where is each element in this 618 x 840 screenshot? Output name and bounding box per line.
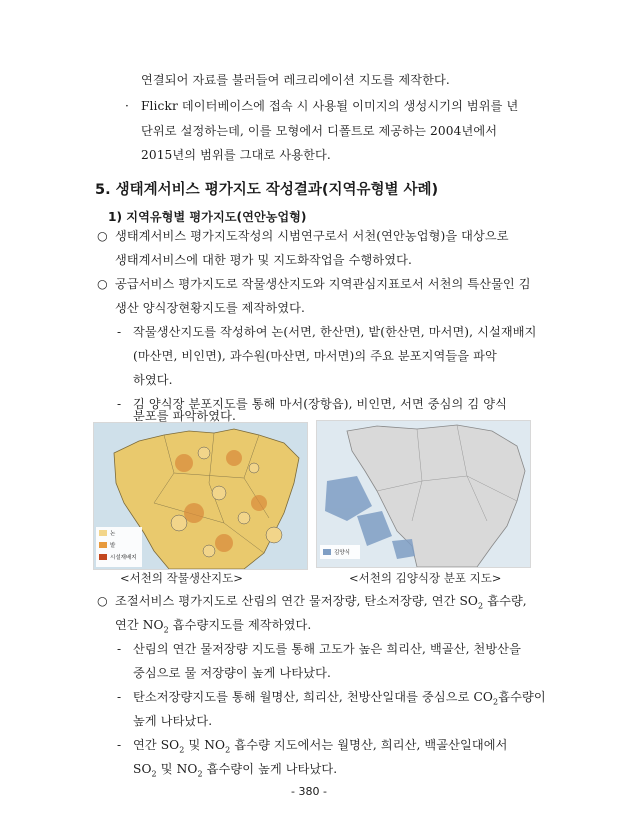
text-part: 및 NO — [156, 762, 198, 776]
legend-swatch-field — [99, 542, 107, 548]
text-part: 연간 NO — [115, 618, 164, 632]
dash-mark: - — [117, 642, 122, 656]
dash-mark: - — [117, 325, 122, 339]
text-part: 흡수량 지도에서는 월명산, 희리산, 백골산일대에서 — [230, 738, 508, 752]
circle-bullet: ○ — [97, 229, 108, 243]
paragraph-line — [115, 617, 311, 638]
text-part: 및 NO — [184, 738, 226, 752]
text-line: 2015년의 범위를 그대로 사용한다. — [141, 148, 331, 162]
subsection-title: 1) 지역유형별 평가지도(연안농업형) — [108, 210, 307, 224]
subscript: 2 — [151, 769, 157, 779]
bullet-text: Flickr 데이터베이스에 접속 시 사용될 이미지의 생성시기의 범위를 년 — [141, 99, 519, 113]
text-line: 연결되어 자료를 불러들여 레크리에이션 지도를 제작한다. — [141, 73, 450, 87]
text-part: 연간 SO — [133, 738, 180, 752]
subscript: 2 — [225, 745, 231, 755]
text-part: 분포를 파악하였다. — [133, 409, 236, 423]
legend-swatch-paddy — [99, 530, 107, 536]
dash-item — [117, 324, 536, 340]
subscript: 2 — [163, 625, 169, 635]
paragraph-line — [97, 228, 509, 244]
right-map-caption: <서천의 김양식장 분포 지도> — [349, 571, 502, 585]
crop-production-map — [93, 422, 308, 570]
paragraph-line — [97, 276, 531, 292]
dash-mark: - — [117, 690, 122, 704]
section-title: 5. 생태계서비스 평가지도 작성결과(지역유형별 사례) — [95, 182, 439, 198]
paragraph-text: 공급서비스 평가지도로 작물생산지도와 지역관심지표로서 서천의 특산물인 김 — [115, 277, 531, 291]
paragraph-line: 생산 양식장현황지도를 제작하였다. — [115, 301, 306, 315]
bullet-item — [125, 98, 518, 114]
bullet-mark: · — [125, 99, 129, 113]
text-part: 탄소저장량지도를 통해 월명산, 희리산, 천방산일대를 중심으로 CO — [133, 690, 494, 704]
left-map-caption: <서천의 작물생산지도> — [120, 571, 243, 585]
dash-text-line — [133, 408, 236, 424]
laver-map-svg — [317, 421, 530, 567]
legend-label-field: 밭 — [110, 543, 116, 549]
dash-text: 김 양식장 분포지도를 통해 마서(장항읍), 비인면, 서면 중심의 김 양식 — [133, 397, 507, 411]
dash-item — [117, 641, 521, 657]
dash-text: 작물생산지도를 작성하여 논(서면, 한산면), 밭(한산면, 마서면), 시설재배지 — [133, 325, 537, 339]
dash-text-line — [133, 761, 337, 782]
crop-map-svg — [94, 423, 307, 569]
paragraph-line — [97, 593, 527, 614]
dash-text: 산림의 연간 물저장량 지도를 통해 고도가 높은 희리산, 백골산, 천방산을 — [133, 642, 522, 656]
text-part: 흡수량, — [483, 594, 527, 608]
dash-text-line: 중심으로 물 저장량이 높게 나타났다. — [133, 666, 331, 680]
paragraph-text: 생태계서비스 평가지도작성의 시범연구로서 서천(연안농업형)을 대상으로 — [115, 229, 509, 243]
dash-item — [117, 737, 508, 758]
dash-text-line: 높게 나타났다. — [133, 714, 213, 728]
text-part: SO — [133, 762, 152, 776]
paragraph-line: 생태계서비스에 대한 평가 및 지도화작업을 수행하였다. — [115, 253, 412, 267]
legend-swatch-greenhouse — [99, 554, 107, 560]
circle-bullet: ○ — [97, 594, 108, 608]
dash-item — [117, 689, 546, 710]
legend-label-paddy: 논 — [110, 531, 116, 537]
text-part: 흡수량이 — [498, 690, 546, 704]
laver-farm-map — [316, 420, 531, 568]
legend-swatch-laver — [323, 549, 331, 555]
text-part: 조절서비스 평가지도로 산림의 연간 물저장량, 탄소저장량, 연간 SO — [115, 594, 479, 608]
dash-mark: - — [117, 397, 122, 411]
dash-text-line: (마산면, 비인면), 과수원(마산면, 마서면)의 주요 분포지역들을 파악 — [133, 349, 497, 363]
circle-bullet: ○ — [97, 277, 108, 291]
subscript: 2 — [179, 745, 185, 755]
legend-label-greenhouse: 시설재배지 — [110, 555, 137, 561]
subscript: 2 — [478, 601, 484, 611]
page-number: - 380 - — [291, 785, 327, 798]
dash-mark: - — [117, 738, 122, 752]
text-part: 흡수량이 높게 나타났다. — [202, 762, 338, 776]
subscript: 2 — [197, 769, 203, 779]
text-line: 단위로 설정하는데, 이를 모형에서 디폴트로 제공하는 2004년에서 — [141, 124, 498, 138]
subscript: 2 — [493, 697, 499, 707]
text-part: 흡수량지도를 제작하였다. — [168, 618, 312, 632]
dash-text-line: 하였다. — [133, 373, 173, 387]
legend-label-laver: 김양식 — [334, 550, 350, 556]
